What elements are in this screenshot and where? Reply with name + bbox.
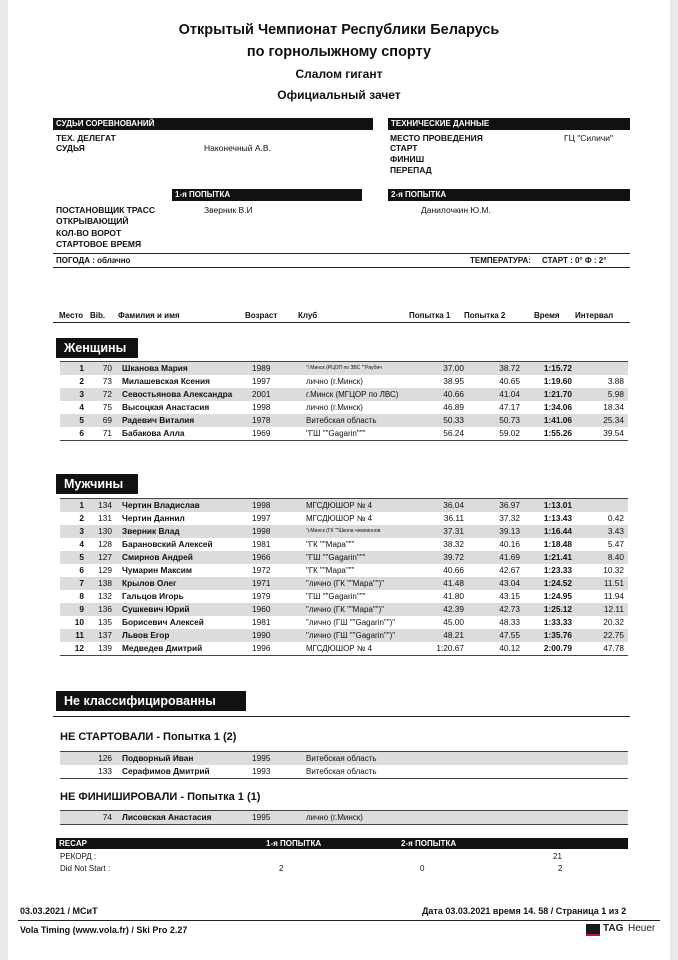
year: 1978 [252,415,271,425]
athlete-name: Борисевич Алексей [122,617,204,627]
athlete-name: Шканова Мария [122,363,188,373]
run2-time: 36.97 [499,500,520,510]
title-line-1: Открытый Чемпионат Республики Беларусь [178,22,500,38]
gap: 0.42 [607,513,624,523]
technical-header: ТЕХНИЧЕСКИЕ ДАННЫЕ [388,118,630,130]
men-section-title: Мужчины [56,474,138,494]
gap: 3.88 [607,376,624,386]
table-row [60,577,628,590]
year: 2001 [252,389,271,399]
table-row [60,603,628,616]
course-setter-run2: Данилочкин Ю.М. [421,205,491,215]
gap: 39.54 [603,428,624,438]
total-time: 1:15.72 [543,363,572,373]
weather-divider-top [53,253,630,254]
total-time: 1:21.41 [543,552,572,562]
gap: 8.40 [607,552,624,562]
run2-header: 2-я ПОПЫТКА [388,189,630,201]
club: г.Минск (МГЦОР по ЛВС) [306,390,399,399]
gap: 20.32 [603,617,624,627]
recap-title: RECAP [59,839,88,848]
year: 1966 [252,552,271,562]
place: 5 [79,552,84,562]
run2-time: 37.32 [499,513,520,523]
athlete-name: Крылов Олег [122,578,177,588]
year: 1993 [252,766,271,776]
total-time: 1:25.12 [543,604,572,614]
total-time: 1:13.01 [543,500,572,510]
year: 1960 [252,604,271,614]
total-time: 1:24.52 [543,578,572,588]
run1-time: 41.48 [443,578,464,588]
weather-divider-bottom [53,267,630,268]
athlete-name: Высоцкая Анастасия [122,402,210,412]
run2-time: 39.13 [499,526,520,536]
club: "ГК ""Мара""" [306,540,355,549]
col-run2: Попытка 2 [464,311,506,320]
run2-time: 43.15 [499,591,520,601]
dns-title: НЕ СТАРТОВАЛИ - Попытка 1 (2) [60,731,237,743]
run2-time: 42.73 [499,604,520,614]
run1-time: 1:20.67 [436,643,464,653]
discipline: Слалом гигант [295,67,383,81]
year: 1995 [252,812,271,822]
place: 2 [79,513,84,523]
footer-date-left: 03.03.2021 / МСиТ [20,906,98,916]
temperature-value: СТАРТ : 0° Ф : 2° [542,256,607,265]
club: Витебская область [306,416,377,425]
results-page [8,0,670,960]
venue-label: МЕСТО ПРОВЕДЕНИЯ [390,133,483,143]
club: "г.Минск (ГК ""Школа чемпионов [306,528,381,534]
place: 10 [74,617,84,627]
club: "лично (ГШ ""Gagarin"")" [306,618,396,627]
athlete-name: Севостьянова Александра [122,389,233,399]
run2-time: 40.12 [499,643,520,653]
col-run1: Попытка 1 [409,311,451,320]
weather-text: ПОГОДА : облачно [56,256,131,265]
recap-run1: 1-я ПОПЫТКА [266,839,322,848]
logo-heuer: Heuer [628,923,656,934]
gap: 5.47 [607,539,624,549]
run2-time: 38.72 [499,363,520,373]
run1-time: 39.72 [443,552,464,562]
women-section-title: Женщины [56,338,138,358]
footer-date-right: Дата 03.03.2021 время 14. 58 / Страница 1 из 2 [422,906,627,916]
run1-time: 36.04 [443,500,464,510]
club: Витебская область [306,767,377,776]
total-time: 1:35.76 [543,630,572,640]
run1-time: 37.00 [443,363,464,373]
women-results-table [60,361,628,441]
table-row [60,590,628,603]
run2-time: 41.04 [499,389,520,399]
club: "лично (ГК ""Мара"")" [306,579,385,588]
gap: 22.75 [603,630,624,640]
gap: 47.78 [603,643,624,653]
table-row [60,765,628,778]
year: 1979 [252,591,271,601]
total-time: 1:16.44 [543,526,572,536]
bib: 132 [98,591,112,601]
drop-label: ПЕРЕПАД [390,165,432,175]
table-row [60,811,628,824]
place: 11 [75,630,84,640]
table-row [60,388,628,401]
bib: 74 [102,812,112,822]
place: 4 [79,402,84,412]
year: 1998 [252,500,271,510]
dnf-table [60,810,628,825]
gates-label: КОЛ-ВО ВОРОТ [56,228,122,238]
year: 1972 [252,565,271,575]
bib: 128 [98,539,112,549]
run2-time: 41.69 [499,552,520,562]
run1-time: 38.95 [443,376,464,386]
club: "ГШ ""Gagarin""" [306,429,366,438]
table-row [60,401,628,414]
athlete-name: Зверник Влад [122,526,180,536]
bib: 127 [98,552,112,562]
run2-time: 59.02 [499,428,520,438]
result-type: Официальный зачет [277,88,401,102]
tech-delegate-label: ТЕХ. ДЕЛЕГАТ [56,133,116,143]
table-row [60,752,628,765]
start-time-label: СТАРТОВОЕ ВРЕМЯ [56,239,142,249]
col-bib: Bib. [90,311,106,320]
total-time: 1:18.48 [543,539,572,549]
run2-time: 40.16 [499,539,520,549]
recap-run2: 2-я ПОПЫТКА [401,839,457,848]
athlete-name: Львов Егор [122,630,170,640]
gap: 25.34 [603,415,624,425]
athlete-name: Лисовская Анастасия [122,812,212,822]
run1-time: 40.66 [443,565,464,575]
col-place: Место [59,311,84,320]
club: "ГШ ""Gagarin""" [306,553,366,562]
club: лично (г.Минск) [306,377,363,386]
athlete-name: Подворный Иван [122,753,194,763]
year: 1981 [252,617,271,627]
athlete-name: Чертин Даннил [122,513,185,523]
recap-header [56,838,628,849]
men-results-table [60,498,628,656]
club: лично (г.Минск) [306,813,363,822]
athlete-name: Милашевская Ксения [122,376,210,386]
total-time: 1:24.95 [543,591,572,601]
gap: 11.51 [603,578,624,588]
bib: 138 [98,578,112,588]
total-time: 1:55.26 [543,428,572,438]
judge-label: СУДЬЯ [56,143,85,153]
run1-time: 56.24 [443,428,464,438]
gap: 3.43 [607,526,624,536]
run1-time: 40.66 [443,389,464,399]
bib: 129 [98,565,112,575]
temperature-label: ТЕМПЕРАТУРА: [470,256,531,265]
place: 3 [79,389,84,399]
run1-header: 1-я ПОПЫТКА [172,189,362,201]
run1-time: 36.11 [443,513,464,523]
logo-tag: TAG [603,923,624,934]
bib: 70 [102,363,112,373]
run2-time: 47.55 [499,630,520,640]
year: 1969 [252,428,271,438]
table-row [60,551,628,564]
gap: 10.32 [603,565,624,575]
table-row [60,616,628,629]
total-time: 2:00.79 [543,643,572,653]
table-row [60,375,628,388]
dns-total: 2 [558,864,563,873]
place: 1 [79,363,84,373]
table-row [60,538,628,551]
table-row [60,642,628,655]
run2-time: 48.33 [499,617,520,627]
athlete-name: Барановский Алексей [122,539,213,549]
athlete-name: Бабакова Алла [122,428,185,438]
athlete-name: Радевич Виталия [122,415,195,425]
athlete-name: Гальцов Игорь [122,591,184,601]
dns-run2: 0 [420,864,425,873]
course-setter-run1: Зверник В.И [204,205,253,215]
table-row [60,512,628,525]
bib: 75 [102,402,112,412]
footer-divider [18,920,660,921]
athlete-name: Серафимов Дмитрий [122,766,210,776]
unclassified-section-title: Не классифицированны [56,691,246,711]
bib: 139 [98,643,112,653]
bib: 130 [98,526,112,536]
run2-time: 50.73 [499,415,520,425]
place: 4 [79,539,84,549]
club: "ГК ""Мара""" [306,566,355,575]
total-time: 1:33.33 [543,617,572,627]
judge-value: Наконечный А.В. [204,143,271,153]
place: 8 [79,591,84,601]
course-setter-label: ПОСТАНОВЩИК ТРАСС [56,205,155,215]
run1-time: 45.00 [443,617,464,627]
col-year: Возраст [245,311,278,320]
dns-label: Did Not Start : [60,864,111,873]
club: МГСДЮШОР № 4 [306,644,373,653]
total-time: 1:13.43 [543,513,572,523]
place: 9 [79,604,84,614]
place: 1 [79,500,84,510]
athlete-name: Смирнов Андрей [122,552,193,562]
footer-vendor: Vola Timing (www.vola.fr) / Ski Pro 2.27 [20,925,188,935]
column-headers-divider [53,322,630,323]
run1-time: 42.39 [443,604,464,614]
table-row [60,564,628,577]
table-row [60,525,628,538]
bib: 69 [102,415,112,425]
club: МГСДЮШОР № 4 [306,501,373,510]
athlete-name: Сушкевич Юрий [122,604,190,614]
athlete-name: Чумарин Максим [122,565,192,575]
place: 2 [79,376,84,386]
bib: 133 [98,766,112,776]
place: 5 [79,415,84,425]
year: 1996 [252,643,271,653]
year: 1971 [252,578,271,588]
year: 1998 [252,526,271,536]
total-time: 1:34.06 [543,402,572,412]
record-value: 21 [553,852,562,861]
year: 1998 [252,402,271,412]
year: 1995 [252,753,271,763]
run1-time: 50.33 [443,415,464,425]
bib: 126 [98,753,112,763]
club: "ГШ ""Gagarin""" [306,592,366,601]
shield-icon [586,924,600,936]
title-line-2: по горнолыжному спорту [246,44,432,60]
forerunner-label: ОТКРЫВАЮЩИЙ [56,216,129,226]
place: 6 [79,565,84,575]
club: "лично (ГК ""Мара"")" [306,605,385,614]
club: Витебская область [306,754,377,763]
run1-time: 48.21 [443,630,464,640]
gap: 12.11 [603,604,624,614]
club: лично (г.Минск) [306,403,363,412]
finish-label: ФИНИШ [390,154,425,164]
year: 1997 [252,513,271,523]
gap: 11.94 [603,591,624,601]
col-gap: Интервал [575,311,614,320]
dns-run1: 2 [279,864,284,873]
run1-time: 38.32 [443,539,464,549]
year: 1981 [252,539,271,549]
run2-time: 40.65 [499,376,520,386]
table-row [60,414,628,427]
place: 12 [74,643,84,653]
start-label: СТАРТ [390,143,418,153]
bib: 73 [102,376,112,386]
unclassified-divider [53,716,630,717]
table-row [60,362,628,375]
bib: 137 [98,630,112,640]
run1-time: 41.80 [443,591,464,601]
club: "лично (ГШ ""Gagarin"")" [306,631,396,640]
club: МГСДЮШОР № 4 [306,514,373,523]
total-time: 1:23.33 [543,565,572,575]
col-club: Клуб [298,311,318,320]
total-time: 1:19.60 [543,376,572,386]
bib: 135 [98,617,112,627]
year: 1990 [252,630,271,640]
place: 7 [79,578,84,588]
club: "i Минск (РЦОП по ЗВС ""Раубич [306,365,382,371]
run2-time: 43.04 [499,578,520,588]
gap: 18.34 [603,402,624,412]
dns-table [60,751,628,779]
total-time: 1:21.70 [543,389,572,399]
run2-time: 47.17 [499,402,520,412]
bib: 71 [102,428,112,438]
col-time: Время [534,311,560,320]
place: 6 [79,428,84,438]
table-row [60,427,628,440]
tag-heuer-logo [586,922,660,938]
record-label: РЕКОРД : [60,852,97,861]
athlete-name: Медведев Дмитрий [122,643,203,653]
bib: 72 [102,389,112,399]
year: 1989 [252,363,271,373]
table-row [60,629,628,642]
bib: 134 [98,500,112,510]
bib: 131 [98,513,112,523]
run1-time: 37.31 [443,526,464,536]
venue-value: ГЦ "Силичи" [564,133,614,143]
gap: 5.98 [607,389,624,399]
dnf-title: НЕ ФИНИШИРОВАЛИ - Попытка 1 (1) [60,791,261,803]
run2-time: 42.67 [499,565,520,575]
year: 1997 [252,376,271,386]
run1-time: 46.89 [443,402,464,412]
officials-header: СУДЬИ СОРЕВНОВАНИЙ [53,118,373,130]
total-time: 1:41.06 [543,415,572,425]
table-row [60,499,628,512]
bib: 136 [98,604,112,614]
place: 3 [79,526,84,536]
col-name: Фамилия и имя [118,311,180,320]
athlete-name: Чертин Владислав [122,500,200,510]
